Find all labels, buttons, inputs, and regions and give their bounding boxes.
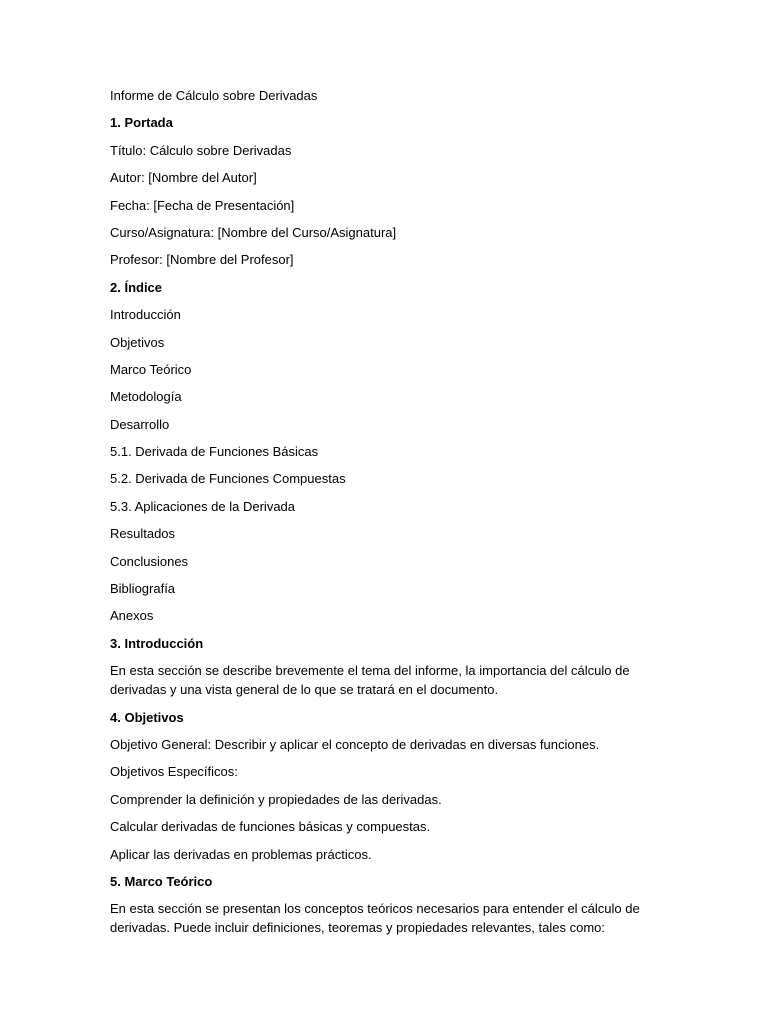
objetivos-item: Objetivo General: Describir y aplicar el concepto de derivadas en diversas funciones.	[110, 736, 600, 752]
indice-item: Objetivos	[110, 334, 165, 350]
portada-item: Fecha: [Fecha de Presentación]	[110, 197, 295, 213]
portada-item: Profesor: [Nombre del Profesor]	[110, 252, 294, 268]
objetivos-item: Objetivos Específicos:	[110, 764, 238, 780]
portada-item: Título: Cálculo sobre Derivadas	[110, 142, 292, 158]
introduccion-paragraph: En esta sección se describe brevemente el tema del informe, la importancia del cálculo de derivadas y una vista general de lo que se tratará en el documento.	[110, 663, 630, 698]
indice-item: Introducción	[110, 307, 181, 323]
document-page	[110, 86, 650, 946]
section-heading-objetivos: 4. Objetivos	[110, 709, 184, 725]
section-objetivos	[110, 708, 650, 864]
objetivos-item: Calcular derivadas de funciones básicas y compuestas.	[110, 819, 431, 835]
section-heading-indice: 2. Índice	[110, 279, 163, 295]
indice-item: Marco Teórico	[110, 361, 192, 377]
portada-item: Autor: [Nombre del Autor]	[110, 170, 257, 186]
section-marco-teorico	[110, 872, 650, 937]
section-introduccion	[110, 634, 650, 699]
indice-item: Anexos	[110, 608, 154, 624]
section-indice	[110, 278, 650, 626]
indice-item: Conclusiones	[110, 553, 189, 569]
section-heading-portada: 1. Portada	[110, 115, 173, 131]
portada-item: Curso/Asignatura: [Nombre del Curso/Asignatura]	[110, 224, 397, 240]
section-portada	[110, 113, 650, 269]
indice-item: 5.2. Derivada de Funciones Compuestas	[110, 471, 346, 487]
indice-item: Desarrollo	[110, 416, 170, 432]
indice-item: 5.3. Aplicaciones de la Derivada	[110, 498, 296, 514]
objetivos-item: Aplicar las derivadas en problemas prácticos.	[110, 846, 372, 862]
indice-item: Metodología	[110, 389, 182, 405]
indice-item: Resultados	[110, 526, 176, 542]
section-heading-marco-teorico: 5. Marco Teórico	[110, 873, 213, 889]
section-heading-introduccion: 3. Introducción	[110, 635, 204, 651]
indice-item: Bibliografía	[110, 581, 176, 597]
indice-item: 5.1. Derivada de Funciones Básicas	[110, 444, 319, 460]
document-title: Informe de Cálculo sobre Derivadas	[110, 88, 318, 103]
objetivos-item: Comprender la definición y propiedades de las derivadas.	[110, 791, 442, 807]
marco-teorico-paragraph: En esta sección se presentan los conceptos teóricos necesarios para entender el cálculo de derivadas. Puede incluir definiciones, teoremas y propiedades relevantes, tales como:	[110, 901, 640, 936]
